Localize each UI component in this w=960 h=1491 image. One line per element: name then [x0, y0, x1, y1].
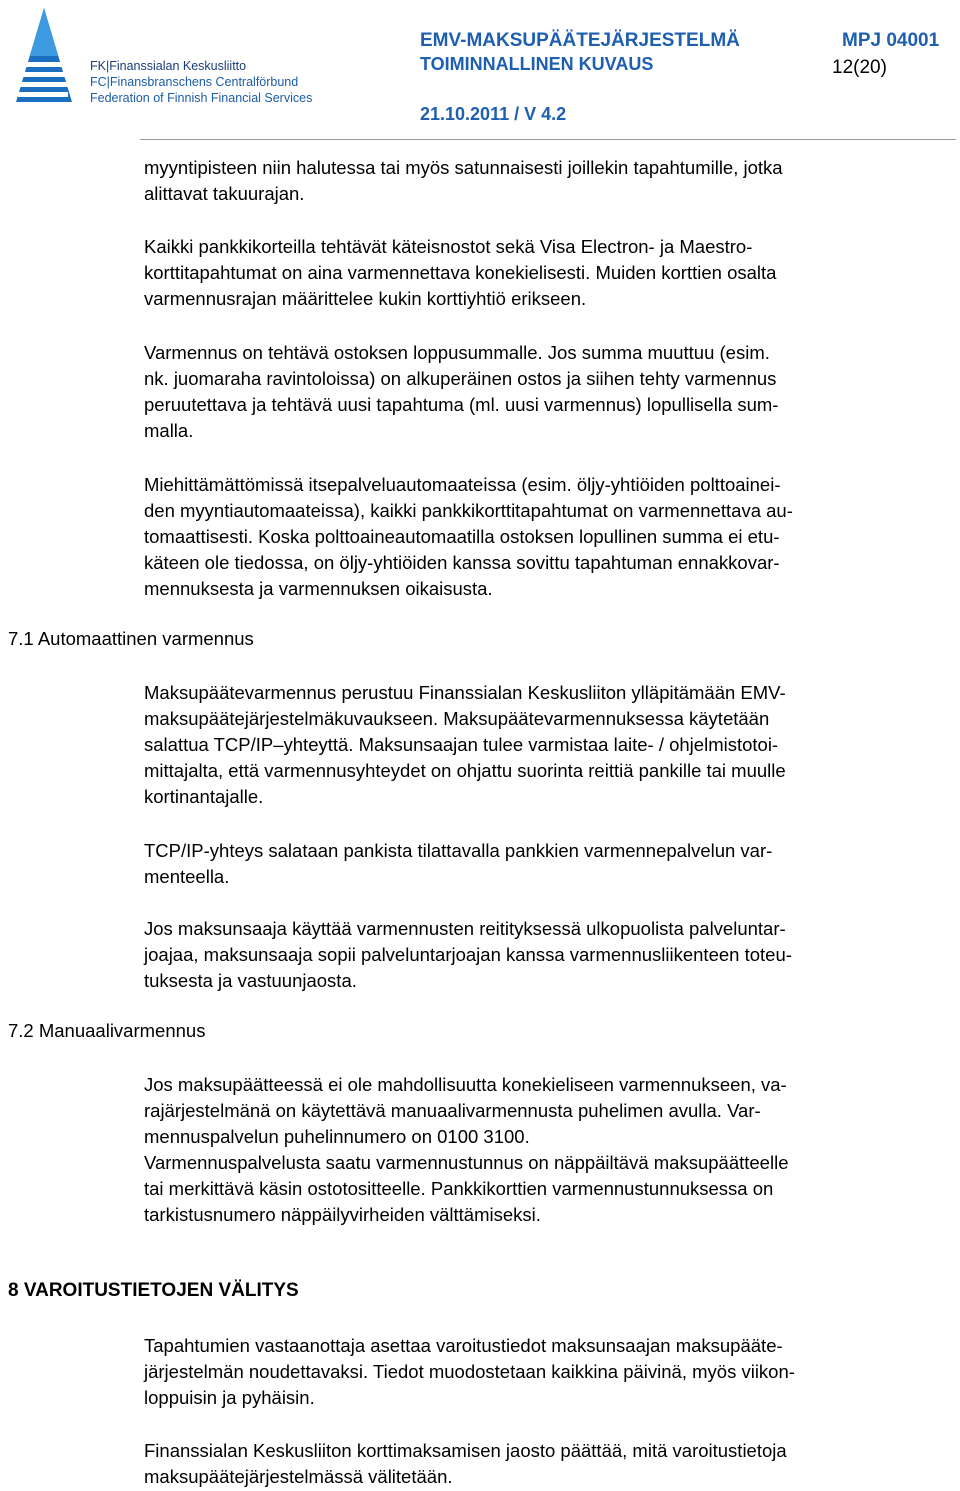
text-line: järjestelmän noudettavaksi. Tiedot muodostetaan kaikkina päivinä, myös viikon-: [144, 1361, 795, 1382]
paragraph: [144, 1438, 944, 1490]
text-line: maksupäätejärjestelmäkuvaukseen. Maksupäätevarmennuksessa käytetään: [144, 708, 770, 729]
paragraph: [144, 838, 944, 890]
text-line: käteen ole tiedossa, on öljy-yhtiöiden kanssa sovittu tapahtuman ennakkovar-: [144, 552, 780, 573]
text-line: rajärjestelmänä on käytettävä manuaalivarmennusta puhelimen avulla. Var-: [144, 1100, 761, 1121]
document-code: MPJ 04001: [842, 30, 940, 51]
text-line: tarkistusnumero näppäilyvirheiden välttämiseksi.: [144, 1204, 541, 1225]
text-line: mittajalta, että varmennusyhteydet on ohjattu suorinta reittiä pankille tai muulle: [144, 760, 786, 781]
text-line: myyntipisteen niin halutessa tai myös satunnaisesti joillekin tapahtumille, jotka: [144, 157, 783, 178]
document-title: EMV-MAKSUPÄÄTEJÄRJESTELMÄ: [420, 30, 740, 51]
section-heading-7-2: 7.2 Manuaalivarmennus: [8, 1020, 206, 1041]
paragraph: [144, 680, 944, 810]
text-line: peruutettava ja tehtävä uusi tapahtuma (ml. uusi varmennus) lopullisella sum-: [144, 394, 779, 415]
paragraph: [144, 340, 944, 444]
text-line: maksupäätejärjestelmässä välitetään.: [144, 1466, 453, 1487]
text-line: Miehittämättömissä itsepalveluautomaateissa (esim. öljy-yhtiöiden polttoainei-: [144, 474, 781, 495]
text-line: kortinantajalle.: [144, 786, 264, 807]
fk-logo: [14, 6, 344, 106]
text-line: tuksesta ja vastuunjaosta.: [144, 970, 357, 991]
logo-text-line: FC|Finansbranschens Centralförbund: [90, 75, 299, 89]
text-line: tomaattisesti. Koska polttoaineautomaatilla ostoksen lopullinen summa ei etu-: [144, 526, 780, 547]
text-line: alittavat takuurajan.: [144, 183, 305, 204]
page-number: 12(20): [832, 57, 887, 78]
text-line: mennuspalvelun puhelinnumero on 0100 3100.: [144, 1126, 530, 1147]
text-line: Jos maksunsaaja käyttää varmennusten reitityksessä ulkopuolista palveluntar-: [144, 918, 786, 939]
document-date-version: 21.10.2011 / V 4.2: [420, 104, 567, 124]
section-heading-8: 8 VAROITUSTIETOJEN VÄLITYS: [8, 1280, 299, 1301]
text-line: nk. juomaraha ravintoloissa) on alkuperäinen ostos ja siihen tehty varmennus: [144, 368, 777, 389]
text-line: korttitapahtumat on aina varmennettava konekielisesti. Muiden korttien osalta: [144, 262, 777, 283]
text-line: den myyntiautomaateissa), kaikki pankkikorttitapahtumat on varmennettava au-: [144, 500, 793, 521]
logo-text-line: FK|Finanssialan Keskusliitto: [90, 59, 247, 73]
paragraph: [144, 155, 944, 207]
text-line: Jos maksupäätteessä ei ole mahdollisuutta konekieliseen varmennukseen, va-: [144, 1074, 787, 1095]
text-line: malla.: [144, 420, 194, 441]
paragraph: [144, 916, 944, 994]
logo-text-line: Federation of Finnish Financial Services: [90, 91, 313, 105]
text-line: menteella.: [144, 866, 230, 887]
paragraph: [144, 1333, 944, 1411]
text-line: Varmennus on tehtävä ostoksen loppusummalle. Jos summa muuttuu (esim.: [144, 342, 770, 363]
text-line: Maksupäätevarmennus perustuu Finanssialan Keskusliiton ylläpitämään EMV-: [144, 682, 786, 703]
text-line: Tapahtumien vastaanottaja asettaa varoitustiedot maksunsaajan maksupääte-: [144, 1335, 783, 1356]
section-heading-7-1: 7.1 Automaattinen varmennus: [8, 628, 254, 649]
paragraph: [144, 1072, 944, 1228]
fk-logo-triangle-icon: [14, 6, 94, 106]
paragraph: [144, 472, 944, 602]
text-line: salattua TCP/IP–yhteyttä. Maksunsaajan tulee varmistaa laite- / ohjelmistotoi-: [144, 734, 779, 755]
document-subtitle: TOIMINNALLINEN KUVAUS: [420, 54, 654, 74]
text-line: TCP/IP-yhteys salataan pankista tilattavalla pankkien varmennepalvelun var-: [144, 840, 773, 861]
text-line: Finanssialan Keskusliiton korttimaksamisen jaosto päättää, mitä varoitustietoja: [144, 1440, 787, 1461]
text-line: mennuksesta ja varmennuksen oikaisusta.: [144, 578, 493, 599]
text-line: tai merkittävä käsin ostotositteelle. Pankkikorttien varmennustunnuksessa on: [144, 1178, 774, 1199]
text-line: varmennusrajan määrittelee kukin korttiyhtiö erikseen.: [144, 288, 587, 309]
paragraph: [144, 234, 944, 312]
header-divider: [140, 139, 956, 140]
text-line: loppuisin ja pyhäisin.: [144, 1387, 315, 1408]
text-line: joajaa, maksunsaaja sopii palveluntarjoajan kanssa varmennusliikenteen toteu-: [144, 944, 792, 965]
text-line: Kaikki pankkikorteilla tehtävät käteisnostot sekä Visa Electron- ja Maestro-: [144, 236, 753, 257]
text-line: Varmennuspalvelusta saatu varmennustunnus on näppäiltävä maksupäätteelle: [144, 1152, 789, 1173]
